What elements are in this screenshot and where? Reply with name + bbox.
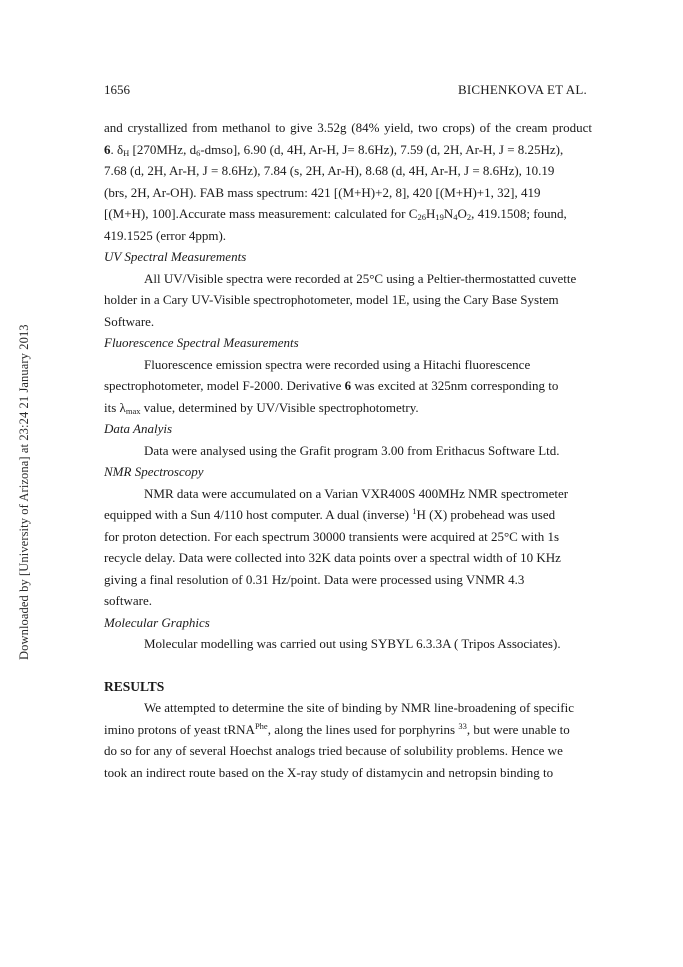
text-span: . δ — [110, 141, 124, 157]
compound-number: 6 — [344, 378, 352, 393]
text-span: , but were unable to — [466, 721, 570, 737]
text-span: took an indirect route based on the X-ray study of distamycin and netropsin binding to — [104, 764, 554, 780]
text-span: software. — [104, 593, 153, 608]
text-line — [104, 268, 592, 290]
text-span: do so for any of several Hoechst analogs tried because of solubility problems. Hence we — [104, 743, 563, 758]
text-span: and crystallized from methanol to give 3.52g (84% yield, two crops) of the cream product — [104, 120, 592, 135]
text-line — [104, 740, 592, 762]
text-span: imino protons of yeast tRNA — [104, 721, 255, 737]
text-span: Molecular modelling was carried out using SYBYL 6.3.3A ( Tripos Associates). — [144, 636, 561, 651]
text-span: We attempted to determine the site of binding by NMR line-broadening of specific — [144, 700, 575, 715]
text-line — [104, 354, 592, 376]
text-line — [104, 762, 592, 784]
subscript: max — [125, 405, 141, 416]
section-heading-data-analysis: Data Analyis — [104, 421, 173, 436]
section-heading-results: RESULTS — [104, 678, 165, 694]
text-span: 419.1525 (error 4ppm). — [104, 227, 227, 243]
text-span: its λ — [104, 399, 126, 415]
text-span: (brs, 2H, Ar-OH). FAB mass spectrum: 421 [(M+H)+2, 8], 420 [(M+H)+1, 32], 419 — [104, 184, 541, 200]
running-title: BICHENKOVA ET AL. — [458, 82, 587, 97]
text-span: H (X) probehead was used — [416, 507, 556, 522]
subscript: H — [123, 147, 130, 158]
text-line — [104, 504, 592, 526]
text-span: spectrophotometer, model F-2000. Derivative — [104, 378, 345, 393]
text-span: holder in a Cary UV-Visible spectrophotometer, model 1E, using the Cary Base System — [104, 292, 559, 307]
text-span: for proton detection. For each spectrum 30000 transients were acquired at 25°C with 1s — [104, 528, 560, 544]
text-span: [(M+H), 100].Accurate mass measurement: calculated for C — [104, 206, 418, 221]
text-span: All UV/Visible spectra were recorded at 25°C using a Peltier-thermostatted cuvette — [144, 270, 577, 286]
text-span: value, determined by UV/Visible spectrophotometry. — [140, 399, 419, 415]
text-span: -dmso], 6.90 (d, 4H, Ar-H, J= 8.6Hz), 7.59 (d, 2H, Ar-H, J = 8.25Hz), — [200, 141, 564, 157]
page-number: 1656 — [104, 82, 130, 97]
text-span: giving a final resolution of 0.31 Hz/point. Data were processed using VNMR 4.3 — [104, 571, 525, 587]
text-span: , along the lines used for porphyrins — [267, 721, 459, 737]
section-heading-fluorescence: Fluorescence Spectral Measurements — [104, 335, 299, 350]
text-line — [104, 440, 592, 462]
text-span: Data were analysed using the Grafit program 3.00 from Erithacus Software Ltd. — [144, 442, 560, 458]
text-span: O — [457, 206, 467, 221]
text-span: equipped with a Sun 4/110 host computer. A dual (inverse) — [104, 507, 413, 522]
download-watermark: Downloaded by [University of Arizona] at 23:24 21 January 2013 — [17, 324, 31, 660]
section-gap — [104, 655, 592, 676]
text-line — [104, 289, 592, 311]
superscript: 1 — [412, 506, 417, 516]
text-line — [104, 182, 592, 204]
text-line — [104, 397, 592, 419]
text-line — [104, 697, 592, 719]
text-span: 7.68 (d, 2H, Ar-H, J = 8.6Hz), 7.84 (s, 2H, Ar-H), 8.68 (d, 4H, Ar-H, J = 8.6Hz), 10.19 — [104, 163, 555, 178]
subscript: 4 — [453, 212, 458, 222]
subscript: 2 — [466, 212, 472, 222]
subscript: 19 — [435, 212, 444, 222]
text-line — [104, 526, 592, 548]
text-line — [104, 719, 592, 741]
section-heading-molecular-graphics: Molecular Graphics — [104, 614, 210, 630]
article-body — [104, 117, 592, 783]
text-line — [104, 160, 592, 182]
text-line — [104, 547, 592, 569]
text-span: N — [443, 206, 454, 221]
text-span: recycle delay. Data were collected into 32K data points over a spectral width of 10 KHz — [104, 550, 561, 565]
text-span: Software. — [104, 313, 155, 329]
subscript: 26 — [417, 212, 426, 222]
citation-superscript: 33 — [458, 720, 467, 731]
section-heading-uv: UV Spectral Measurements — [104, 249, 247, 264]
compound-number: 6 — [104, 141, 111, 157]
superscript: Phe — [254, 720, 268, 731]
text-line — [104, 375, 592, 397]
subscript: 6 — [196, 147, 201, 158]
text-line — [104, 483, 592, 505]
text-span: , 419.1508; found, — [471, 206, 567, 221]
text-line — [104, 117, 592, 139]
text-span: was excited at 325nm corresponding to — [351, 378, 559, 393]
text-line — [104, 139, 592, 161]
text-span: H — [425, 206, 436, 221]
text-line — [104, 590, 592, 612]
text-line — [104, 225, 592, 247]
text-line — [104, 569, 592, 591]
text-span: Fluorescence emission spectra were recorded using a Hitachi fluorescence — [144, 356, 531, 372]
text-span: [270MHz, d — [129, 141, 197, 157]
text-line — [104, 311, 592, 333]
section-heading-nmr: NMR Spectroscopy — [104, 464, 204, 479]
text-line — [104, 633, 592, 655]
text-span: NMR data were accumulated on a Varian VXR400S 400MHz NMR spectrometer — [144, 485, 569, 501]
text-line — [104, 203, 592, 225]
